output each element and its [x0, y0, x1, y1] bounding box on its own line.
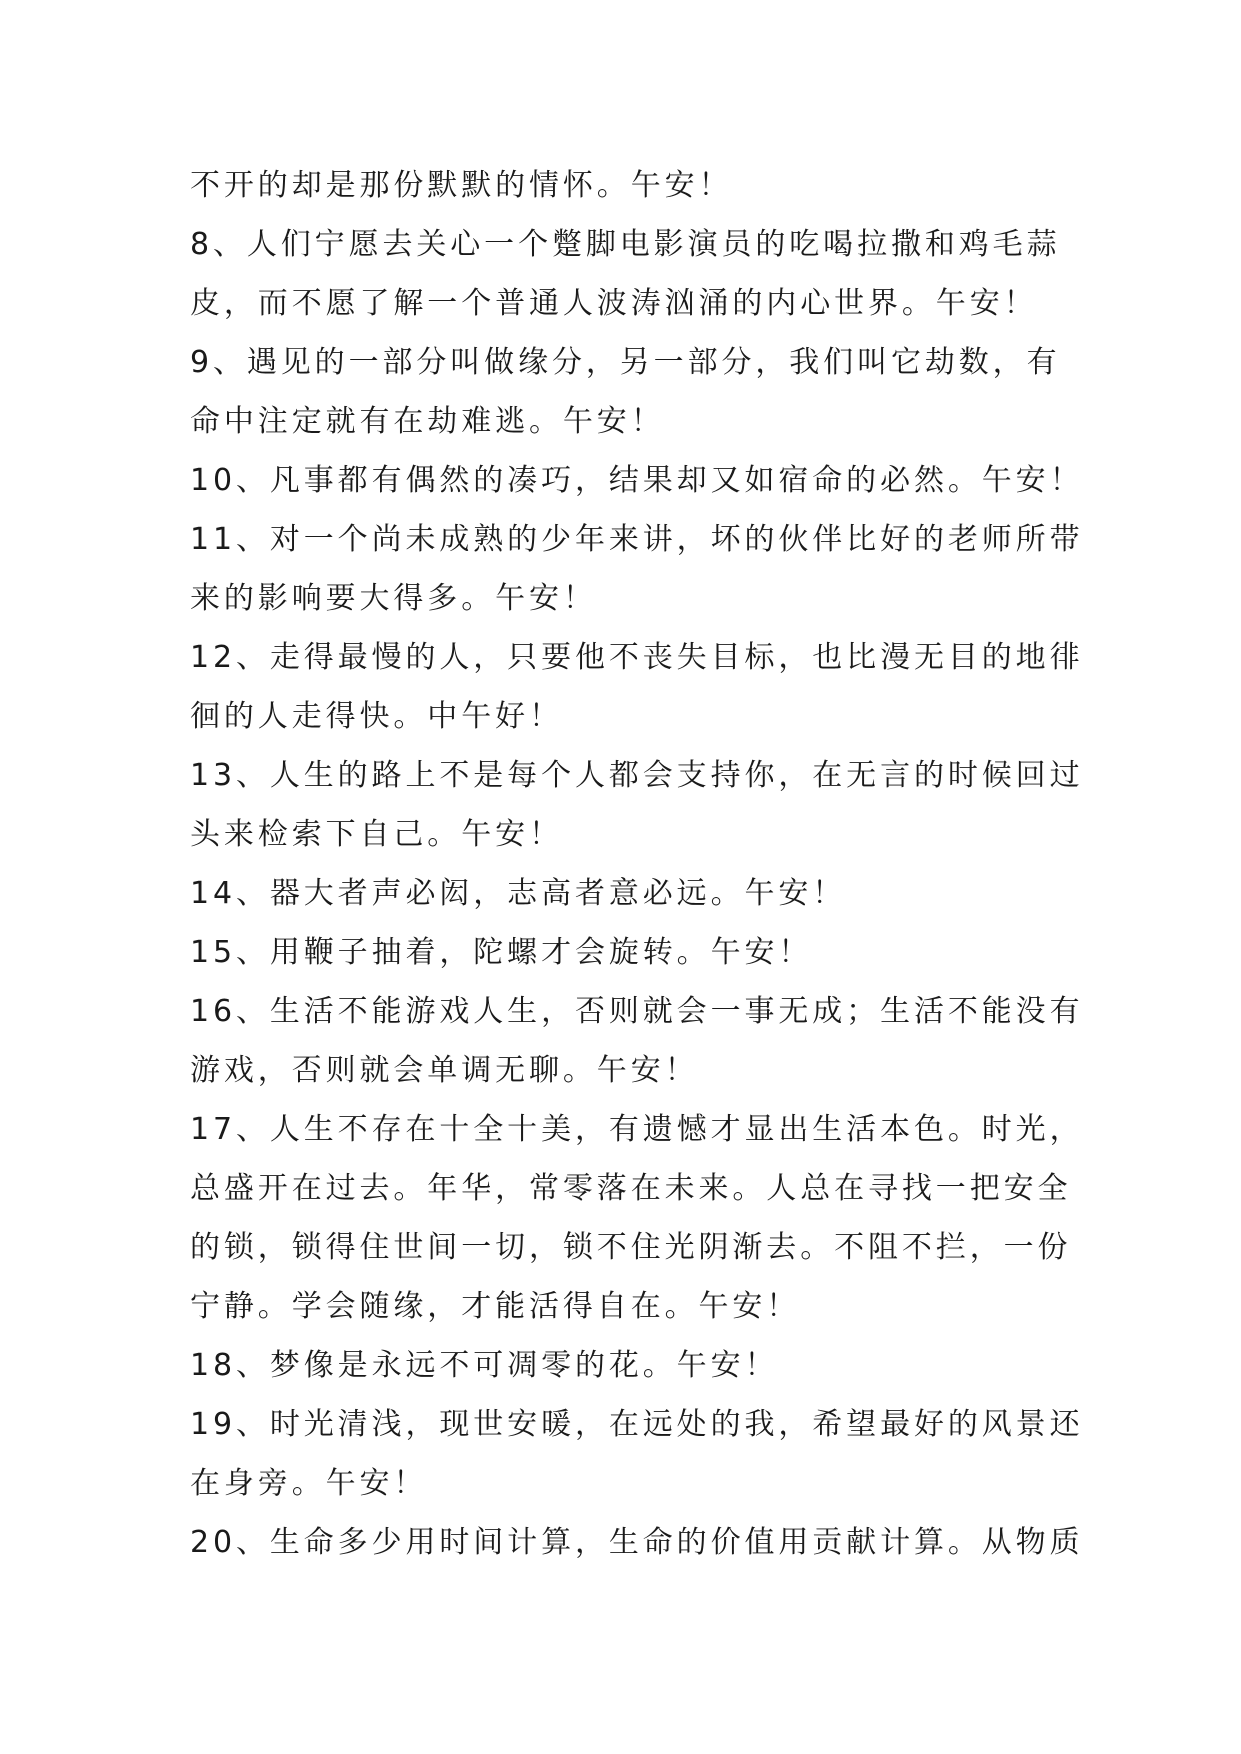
text-line: 皮，而不愿了解一个普通人波涛汹涌的内心世界。午安！: [190, 286, 1038, 321]
text-line: 11、对一个尚未成熟的少年来讲，坏的伙伴比好的老师所带: [190, 522, 1084, 557]
text-line: 8、人们宁愿去关心一个蹩脚电影演员的吃喝拉撒和鸡毛蒜: [190, 227, 1061, 262]
text-line: 15、用鞭子抽着，陀螺才会旋转。午安！: [190, 935, 813, 970]
text-line: 16、生活不能游戏人生，否则就会一事无成；生活不能没有: [190, 994, 1084, 1029]
text-line: 17、人生不存在十全十美，有遗憾才显出生活本色。时光，: [190, 1112, 1084, 1147]
text-line: 13、人生的路上不是每个人都会支持你，在无言的时候回过: [190, 758, 1084, 793]
document-body: [190, 156, 1084, 1572]
text-line: 12、走得最慢的人，只要他不丧失目标，也比漫无目的地徘: [190, 640, 1084, 675]
text-line: 头来检索下自己。午安！: [190, 817, 563, 852]
text-line: 游戏，否则就会单调无聊。午安！: [190, 1053, 699, 1088]
text-line: 来的影响要大得多。午安！: [190, 581, 597, 616]
text-line: 14、器大者声必闳，志高者意必远。午安！: [190, 876, 847, 911]
text-line: 在身旁。午安！: [190, 1466, 428, 1501]
text-line: 20、生命多少用时间计算，生命的价值用贡献计算。从物质: [190, 1525, 1084, 1560]
text-line: 不开的却是那份默默的情怀。午安！: [190, 168, 733, 203]
text-line: 徊的人走得快。中午好！: [190, 699, 563, 734]
text-line: 宁静。学会随缘，才能活得自在。午安！: [190, 1289, 801, 1324]
text-line: 的锁，锁得住世间一切，锁不住光阴渐去。不阻不拦，一份: [190, 1230, 1072, 1265]
text-line: 19、时光清浅，现世安暖，在远处的我，希望最好的风景还: [190, 1407, 1084, 1442]
text-line: 10、凡事都有偶然的凑巧，结果却又如宿命的必然。午安！: [190, 463, 1084, 498]
text-line: 18、梦像是永远不可凋零的花。午安！: [190, 1348, 779, 1383]
text-line: 命中注定就有在劫难逃。午安！: [190, 404, 665, 439]
text-line: 9、遇见的一部分叫做缘分，另一部分，我们叫它劫数，有: [190, 345, 1061, 380]
text-line: 总盛开在过去。年华，常零落在未来。人总在寻找一把安全: [190, 1171, 1072, 1206]
